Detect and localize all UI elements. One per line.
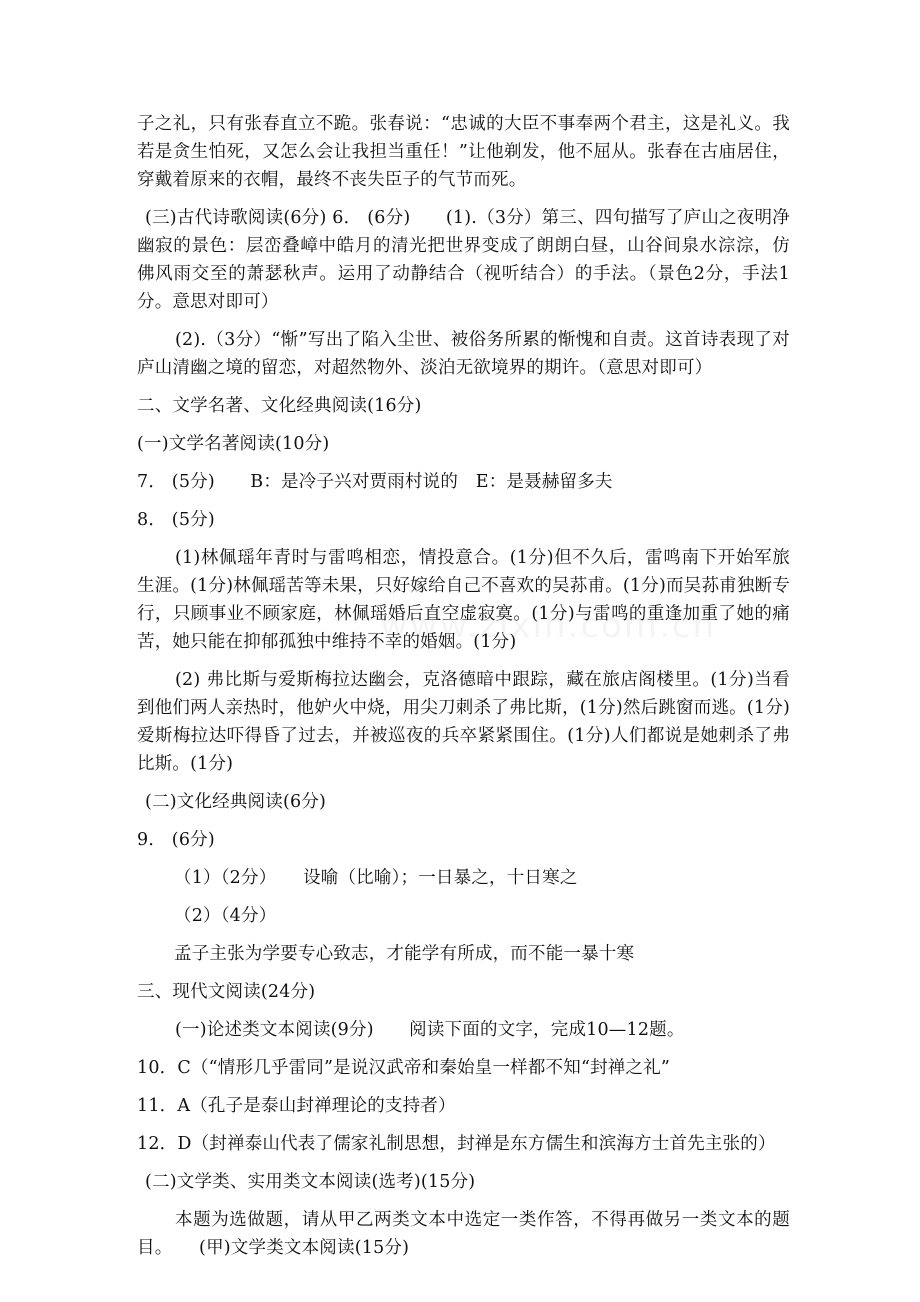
answer-q11: 11．A（孔子是泰山封禅理论的支持者） [137, 1096, 456, 1116]
answer-q7: 7． (5分) B：是冷子兴对贾雨村说的 E：是聂赫留多夫 [137, 472, 613, 492]
answer-q9: 9． (6分) [137, 830, 215, 850]
watermark-text [380, 606, 716, 646]
answer-q12: 12．D（封禅泰山代表了儒家礼制思想，封禅是东方儒生和滨海方士首先主张的） [137, 1134, 776, 1154]
section-heading-2: 二、文学名著、文化经典阅读(16分) [137, 396, 422, 416]
answer-q8: 8． (5分) [137, 510, 215, 530]
paragraph-translation-end: 子之礼，只有张春直立不跪。张春说：“忠诚的大臣不事奉两个君主，这是礼义。我若是贪生怕死，又怎么会让我担当重任！”让他剃发，他不屈从。张春在古庙居住，穿戴着原来的衣帽，最终不丧失臣子的气节而死。 [137, 114, 790, 190]
answer-q9-2-label: （2）（4分） [174, 906, 277, 926]
section-heading-3: 三、现代文阅读(24分) [137, 982, 316, 1002]
subsection-heading-3-2: (二)文学类、实用类文本阅读(选考)(15分) [145, 1172, 476, 1192]
answer-q9-2: 孟子主张为学要专心致志，才能学有所成，而不能一暴十寒 [174, 944, 635, 964]
paragraph-poetry-q6-1: (三)古代诗歌阅读(6分) 6． (6分) (1).（3分）第三、四句描写了庐山之夜明净幽寂的景色：层峦叠嶂中皓月的清光把世界变成了朗朗白昼，山谷间泉水淙淙，仿佛风雨交至的萧瑟秋声。运用了动静结合（视听结合）的手法。（景色2分，手法1分。意思对即可） [137, 208, 790, 312]
answer-q8-2: (2) 弗比斯与爱斯梅拉达幽会，克洛德暗中跟踪，藏在旅店阁楼里。(1分)当看到他们两人亲热时，他妒火中烧，用尖刀刺杀了弗比斯，(1分)然后跳窗而逃。(1分)爱斯梅拉达吓得昏了过去，并被巡夜的兵卒紧紧围住。(1分)人们都说是她刺杀了弗比斯。(1分) [137, 670, 790, 774]
answer-q8-1: (1)林佩瑶年青时与雷鸣相恋，情投意合。(1分)但不久后，雷鸣南下开始军旅生涯。(1分)林佩瑶苦等未果，只好嫁给自己不喜欢的吴荪甫。(1分)而吴荪甫独断专行，只顾事业不顾家庭，林佩瑶婚后直空虚寂寞。(1分)与雷鸣的重逢加重了她的痛苦，她只能在抑郁孤独中维持不幸的婚姻。(1分) [137, 548, 790, 652]
answer-q10: 10．C（“情形几乎雷同”是说汉武帝和秦始皇一样都不知“封禅之礼” [137, 1058, 671, 1078]
subsection-heading-2-1: (一)文学名著阅读(10分) [137, 434, 330, 454]
paragraph-poetry-q6-2: (2).（3分）“惭”写出了陷入尘世、被俗务所累的惭愧和自责。这首诗表现了对庐山清幽之境的留恋，对超然物外、淡泊无欲境界的期许。（意思对即可） [137, 330, 790, 378]
answer-q9-1: （1）（2分） 设喻（比喻）；一日暴之，十日寒之 [174, 868, 578, 888]
paragraph-elective-note: 本题为选做题，请从甲乙两类文本中选定一类作答，不得再做另一类文本的题目。 (甲)文学类文本阅读(15分) [137, 1210, 790, 1258]
subsection-heading-3-1: (一)论述类文本阅读(9分) 阅读下面的文字，完成10—12题。 [175, 1020, 685, 1040]
subsection-heading-2-2: (二)文化经典阅读(6分) [145, 792, 327, 812]
